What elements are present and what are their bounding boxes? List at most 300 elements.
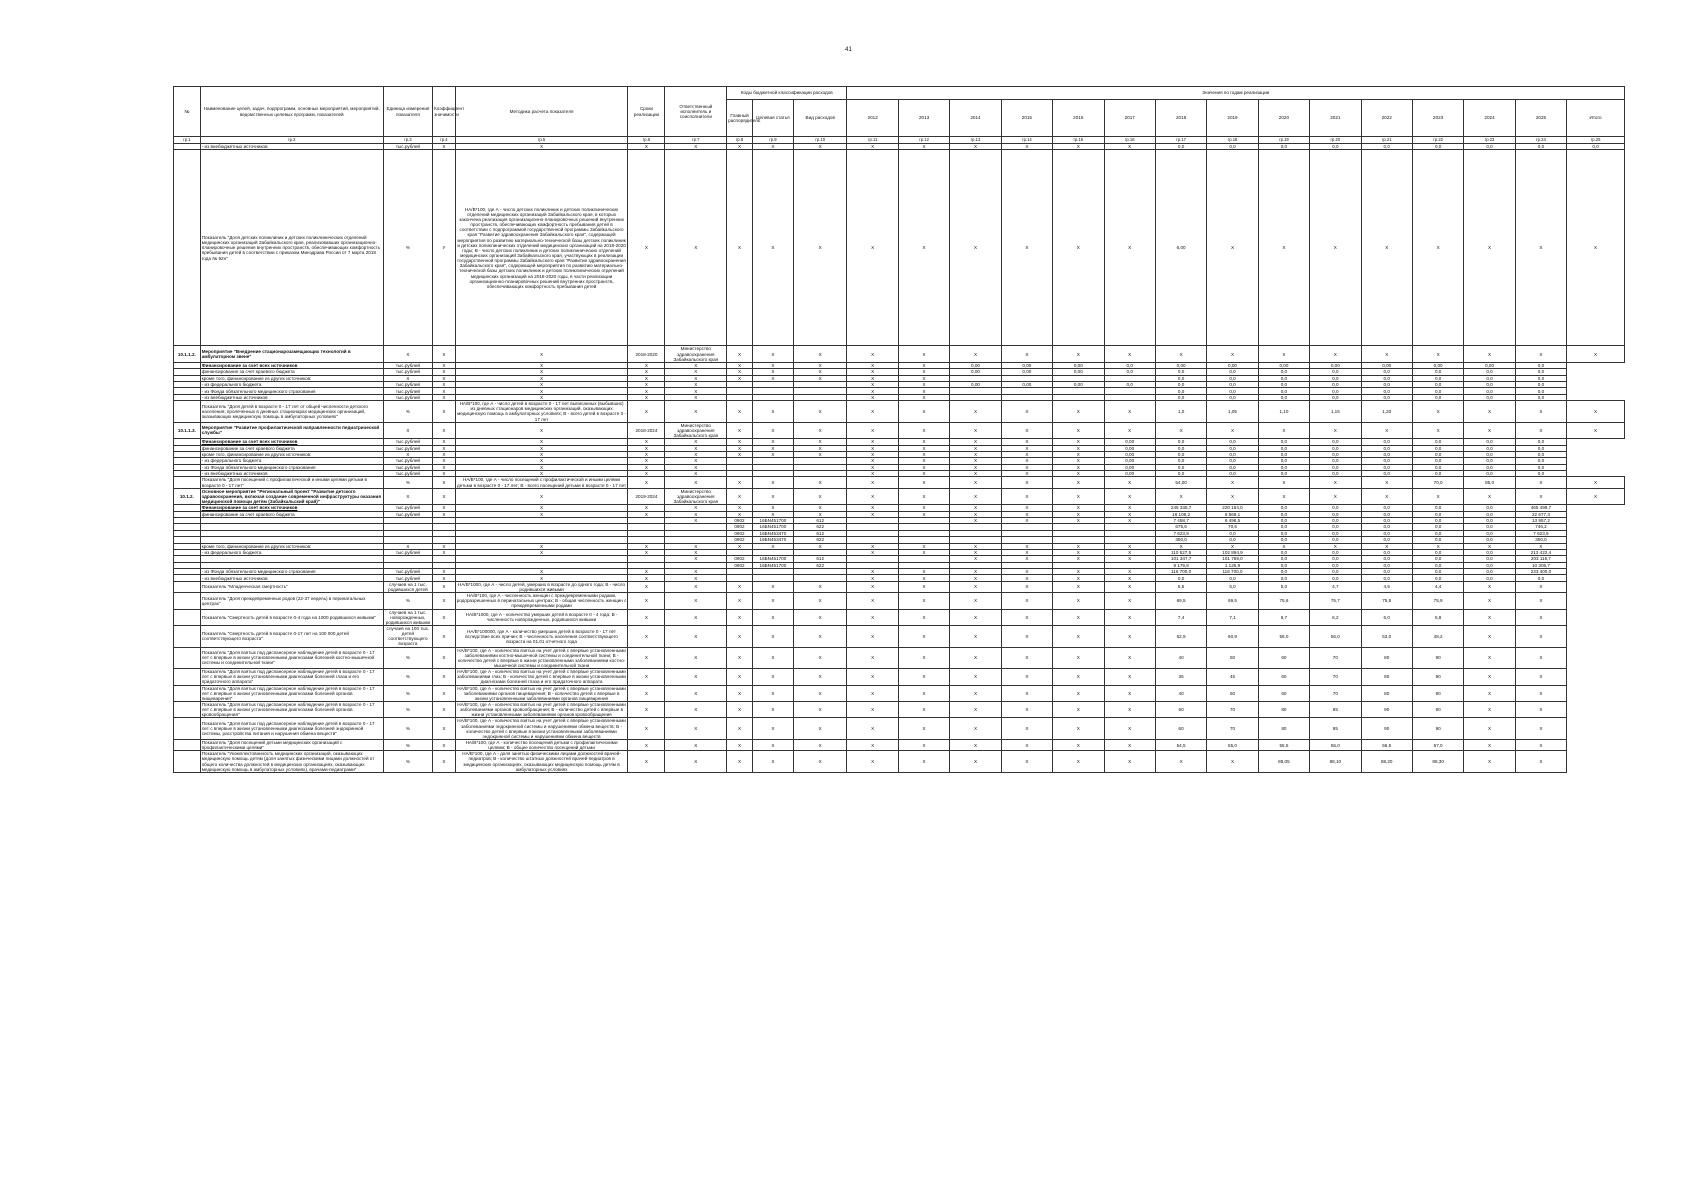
table-cell: 0,0 bbox=[1155, 144, 1206, 150]
table-cell: 612 bbox=[793, 517, 847, 523]
table-cell: Х bbox=[847, 739, 898, 750]
table-cell: Х bbox=[950, 144, 1001, 150]
table-cell: Х bbox=[1001, 751, 1052, 773]
table-cell: Х bbox=[950, 422, 1001, 438]
table-cell: Х bbox=[847, 581, 898, 592]
table-cell: Х bbox=[455, 381, 628, 387]
table-cell: Х bbox=[628, 511, 665, 517]
table-cell: Х bbox=[1310, 346, 1361, 362]
table-cell: Х bbox=[433, 451, 456, 457]
table-cell: Х bbox=[665, 477, 727, 488]
table-cell: 0,0 bbox=[1464, 471, 1515, 477]
table-cell: Х bbox=[898, 701, 949, 717]
table-cell: Х bbox=[1053, 439, 1104, 445]
table-cell: 101 769,0 bbox=[1207, 556, 1258, 562]
table-cell: Показатель "Доля посещений детьми медицинских организаций с профилактическими целями" bbox=[200, 739, 383, 750]
table-cell: 54,5 bbox=[1155, 739, 1206, 750]
table-cell: 0,0 bbox=[1361, 569, 1412, 575]
table-cell: 0,0 bbox=[1310, 556, 1361, 562]
table-cell: Х bbox=[1053, 451, 1104, 457]
table-row bbox=[174, 477, 1625, 488]
table-cell: Х bbox=[433, 511, 456, 517]
table-cell: Х bbox=[665, 451, 727, 457]
table-cell: 0,0 bbox=[1361, 537, 1412, 543]
table-cell: случаев на 100 тыс. детей соответствующего возраста bbox=[383, 626, 432, 648]
table-cell: % bbox=[383, 701, 432, 717]
table-cell: 5,0 bbox=[1207, 581, 1258, 592]
table-cell: Х bbox=[383, 346, 432, 362]
table-cell: 0,0 bbox=[1155, 464, 1206, 470]
table-cell: 85,0 bbox=[1464, 477, 1515, 488]
table-cell: % bbox=[383, 718, 432, 740]
table-cell: Х bbox=[1104, 517, 1155, 523]
table-cell: Финансирование за счет всех источников bbox=[200, 439, 383, 445]
header-values-group: Значения по годам реализации bbox=[847, 87, 1625, 100]
table-cell: Х bbox=[950, 575, 1001, 581]
table-cell: Х bbox=[433, 369, 456, 375]
table-cell: Х bbox=[665, 445, 727, 451]
table-cell: Х bbox=[628, 626, 665, 648]
table-cell: Х bbox=[727, 581, 753, 592]
table-cell: 0,0 bbox=[1361, 445, 1412, 451]
table-cell: Х bbox=[433, 569, 456, 575]
table-cell: Х bbox=[628, 369, 665, 375]
table-cell: Х bbox=[950, 401, 1001, 423]
header-year: 2014 bbox=[950, 100, 1001, 137]
table-cell bbox=[174, 739, 201, 750]
table-cell: 0,00 bbox=[1053, 362, 1104, 368]
table-cell: 0,0 bbox=[1464, 549, 1515, 555]
table-cell: Х bbox=[793, 445, 847, 451]
column-number: гр.24 bbox=[1515, 137, 1566, 144]
table-cell: Х bbox=[727, 626, 753, 648]
table-cell: 35 bbox=[1155, 669, 1206, 685]
table-cell: НА/В*100, где А - доля занятых физическими лицами должностей врачей-педиатров; В - количество штатных должностей врачей-педиатров в медицинских организациях, оказывающих медицинскую помощь детям в амбулаторных условиях bbox=[455, 751, 628, 773]
table-cell: Х bbox=[1053, 575, 1104, 581]
table-cell: Х bbox=[1464, 581, 1515, 592]
table-cell: Х bbox=[847, 401, 898, 423]
table-cell: Показатель "Доля взятых под диспансерное наблюдение детей в возрасте 0 - 17 лет с впервые в жизни установленными диагнозами болезней органов пищеварения" bbox=[200, 685, 383, 701]
table-cell: Х bbox=[433, 593, 456, 609]
table-cell: 0,0 bbox=[1412, 464, 1463, 470]
table-cell: 0,0 bbox=[1412, 381, 1463, 387]
table-cell: Х bbox=[752, 609, 793, 625]
header-year: 2024 bbox=[1464, 100, 1515, 137]
table-cell: Х bbox=[752, 505, 793, 511]
table-cell: 75,9 bbox=[1412, 593, 1463, 609]
table-cell: Х bbox=[1001, 685, 1052, 701]
table-cell: Х bbox=[793, 488, 847, 504]
table-cell: Х bbox=[1464, 669, 1515, 685]
table-cell: 16БN451700 bbox=[752, 517, 793, 523]
table-cell: Х bbox=[1053, 701, 1104, 717]
table-row bbox=[174, 609, 1625, 625]
table-cell: Х bbox=[1104, 150, 1155, 346]
table-cell: Х bbox=[1053, 609, 1104, 625]
table-cell: Х bbox=[433, 458, 456, 464]
table-cell: 233 400,0 bbox=[1515, 569, 1566, 575]
column-number: гр.19 bbox=[1258, 137, 1309, 144]
table-cell: Х bbox=[898, 144, 949, 150]
table-cell: Х bbox=[1412, 488, 1463, 504]
table-cell: 0,0 bbox=[1258, 511, 1309, 517]
header-term: Сроки реализации bbox=[628, 87, 665, 137]
table-cell: тыс.рублей bbox=[383, 394, 432, 400]
table-cell: 90 bbox=[1412, 701, 1463, 717]
table-cell: 0,0 bbox=[1207, 575, 1258, 581]
table-cell: Х bbox=[898, 375, 949, 381]
table-cell: 45 bbox=[1207, 669, 1258, 685]
table-cell: Х bbox=[847, 609, 898, 625]
table-cell: 0,0 bbox=[1258, 575, 1309, 581]
table-cell: Х bbox=[455, 458, 628, 464]
table-cell: Х bbox=[433, 381, 456, 387]
table-row bbox=[174, 422, 1625, 438]
table-cell: 85 bbox=[1310, 718, 1361, 740]
table-cell: Х bbox=[793, 477, 847, 488]
table-cell: Х bbox=[793, 375, 847, 381]
table-cell: Х bbox=[727, 647, 753, 669]
table-cell: 0,0 bbox=[1412, 575, 1463, 581]
table-cell: Х bbox=[1104, 609, 1155, 625]
table-cell: Х bbox=[455, 575, 628, 581]
table-cell: Х bbox=[793, 451, 847, 457]
table-cell: Х bbox=[665, 388, 727, 394]
table-cell: Х bbox=[1104, 669, 1155, 685]
table-cell: Х bbox=[950, 718, 1001, 740]
table-cell: 0,0 bbox=[1361, 505, 1412, 511]
table-cell: 0,0 bbox=[1361, 511, 1412, 517]
table-body bbox=[174, 144, 1625, 773]
table-cell: 220 164,0 bbox=[1207, 505, 1258, 511]
table-cell: 0,0 bbox=[1310, 369, 1361, 375]
table-cell bbox=[174, 751, 201, 773]
table-cell: Х bbox=[1104, 543, 1155, 549]
table-cell: Х bbox=[752, 451, 793, 457]
table-row bbox=[174, 739, 1625, 750]
table-cell: 0,0 bbox=[1464, 569, 1515, 575]
table-cell: Х bbox=[847, 451, 898, 457]
table-cell: 0,0 bbox=[1207, 471, 1258, 477]
table-cell: 465 499,7 bbox=[1515, 505, 1566, 511]
table-cell: Х bbox=[1515, 581, 1566, 592]
table-cell: Х bbox=[433, 477, 456, 488]
table-cell: Х bbox=[1053, 543, 1104, 549]
header-year: Итого bbox=[1567, 100, 1625, 137]
table-cell: 0,0 bbox=[1310, 569, 1361, 575]
table-cell: Х bbox=[847, 543, 898, 549]
table-cell: 0,0 bbox=[1361, 575, 1412, 581]
header-kbk-vr: Вид расходов bbox=[793, 100, 847, 137]
table-cell: Х bbox=[628, 375, 665, 381]
table-cell: Х bbox=[1310, 543, 1361, 549]
table-cell: Х bbox=[628, 593, 665, 609]
column-number: гр.3 bbox=[383, 137, 432, 144]
table-cell: 0,0 bbox=[1258, 369, 1309, 375]
table-cell: Х bbox=[628, 388, 665, 394]
table-cell: 54,00 bbox=[1155, 477, 1206, 488]
table-cell: Х bbox=[1155, 346, 1206, 362]
table-cell: 6,00 bbox=[1155, 150, 1206, 346]
table-cell: Х bbox=[665, 369, 727, 375]
table-cell: Х bbox=[628, 451, 665, 457]
table-cell: Х bbox=[898, 685, 949, 701]
table-cell: 0,0 bbox=[1412, 144, 1463, 150]
table-cell: 10.1.1.3. bbox=[174, 422, 201, 438]
table-cell: Х bbox=[950, 505, 1001, 511]
table-cell: 0,0 bbox=[1258, 451, 1309, 457]
table-cell: 0,0 bbox=[1515, 445, 1566, 451]
table-cell: Х bbox=[628, 718, 665, 740]
table-cell: Мероприятие "Развитие профилактической направленности педиатрической службы" bbox=[200, 422, 383, 438]
table-cell: Х bbox=[752, 647, 793, 669]
table-cell: 56,0 bbox=[1310, 739, 1361, 750]
table-cell: Х bbox=[1515, 401, 1566, 423]
table-cell: Х bbox=[665, 718, 727, 740]
table-cell: Министерство здравоохранения Забайкальского края bbox=[665, 488, 727, 504]
column-number: гр.17 bbox=[1155, 137, 1206, 144]
table-cell: 88,10 bbox=[1310, 751, 1361, 773]
table-cell: Х bbox=[898, 451, 949, 457]
table-cell: 4,4 bbox=[1412, 581, 1463, 592]
table-cell: Х bbox=[727, 543, 753, 549]
table-cell: Х bbox=[1001, 543, 1052, 549]
header-year: 2020 bbox=[1258, 100, 1309, 137]
table-cell: 7,1 bbox=[1207, 609, 1258, 625]
table-cell: Х bbox=[847, 511, 898, 517]
table-cell: Х bbox=[1310, 422, 1361, 438]
table-cell: 0,0 bbox=[1258, 505, 1309, 511]
table-cell: 245 335,7 bbox=[1155, 505, 1206, 511]
table-cell: Х bbox=[1104, 647, 1155, 669]
table-cell: Х bbox=[1053, 718, 1104, 740]
table-cell: 10.1.2. bbox=[174, 488, 201, 504]
table-cell: тыс.рублей bbox=[383, 569, 432, 575]
table-cell: Х bbox=[898, 626, 949, 648]
table-cell: Х bbox=[433, 388, 456, 394]
table-cell: Х bbox=[1053, 626, 1104, 648]
table-cell: Х bbox=[950, 346, 1001, 362]
table-cell: Х bbox=[1053, 751, 1104, 773]
table-cell: Х bbox=[950, 439, 1001, 445]
table-cell: Х bbox=[665, 381, 727, 387]
table-cell: Х bbox=[1464, 751, 1515, 773]
table-cell: Х bbox=[1104, 488, 1155, 504]
table-cell: НА/В*1000, где А - число детей, умерших в возрасте до одного года; В - число родившихся живыми bbox=[455, 581, 628, 592]
table-cell: Х bbox=[950, 751, 1001, 773]
table-cell: Х bbox=[1464, 422, 1515, 438]
table-cell: У bbox=[433, 150, 456, 346]
table-cell: Х bbox=[433, 488, 456, 504]
table-cell: Х bbox=[1001, 647, 1052, 669]
table-cell: Х bbox=[433, 464, 456, 470]
table-cell: 60 bbox=[1258, 669, 1309, 685]
table-row bbox=[174, 626, 1625, 648]
table-cell bbox=[174, 581, 201, 592]
table-cell: Х bbox=[1001, 346, 1052, 362]
table-cell: Х bbox=[665, 394, 727, 400]
table-cell: Х bbox=[1464, 488, 1515, 504]
table-cell: - из Фонда обязательного медицинского страхования bbox=[200, 388, 383, 394]
table-cell: Х bbox=[1053, 511, 1104, 517]
table-cell: 0,0 bbox=[1412, 517, 1463, 523]
table-cell: 0,0 bbox=[1207, 464, 1258, 470]
table-cell: Х bbox=[727, 609, 753, 625]
table-cell: Х bbox=[1207, 751, 1258, 773]
table-cell: Х bbox=[433, 422, 456, 438]
table-cell: Х bbox=[433, 375, 456, 381]
table-cell: НА/В*100, где А - количество взятых на учет детей с впервые установленными заболеваниями эндокринной системы и нарушениями обмена веществ; В - количество детей с впервые в жизни установленными заболеваниями эндокринной системы и нарушениями обмена веществ bbox=[455, 718, 628, 740]
table-cell: Х bbox=[383, 422, 432, 438]
table-cell: Х bbox=[752, 401, 793, 423]
table-cell: 0,0 bbox=[1412, 556, 1463, 562]
table-cell: Х bbox=[1053, 505, 1104, 511]
table-cell: Х bbox=[628, 581, 665, 592]
table-cell: 0,0 bbox=[1515, 394, 1566, 400]
table-cell: 0,0 bbox=[1361, 464, 1412, 470]
table-cell: 0,0 bbox=[1258, 562, 1309, 568]
table-cell: 60 bbox=[1155, 701, 1206, 717]
table-cell: 213 422,4 bbox=[1515, 549, 1566, 555]
column-number: гр.13 bbox=[950, 137, 1001, 144]
table-cell: Х bbox=[727, 445, 753, 451]
program-indicators-table bbox=[173, 86, 1625, 773]
table-cell: 0,0 bbox=[1464, 439, 1515, 445]
table-cell: 0902 bbox=[727, 524, 753, 530]
table-cell: 0,0 bbox=[1207, 388, 1258, 394]
table-cell: Х bbox=[628, 401, 665, 423]
table-cell: Показатель "Доля детей в возрасте 0 - 17 лет от общей численности детского населения, пролеченных в дневных стационарах медицинских организаций, оказывающих медицинскую помощь в амбулаторных условиях" bbox=[200, 401, 383, 423]
table-cell: 622 bbox=[793, 537, 847, 543]
table-cell: Х bbox=[793, 543, 847, 549]
table-cell: Х bbox=[1053, 581, 1104, 592]
table-cell: Х bbox=[847, 375, 898, 381]
table-cell: Х bbox=[1567, 401, 1625, 423]
table-cell: Х bbox=[950, 511, 1001, 517]
table-cell: Показатель "Доля взятых под диспансерное наблюдение детей в возрасте 0 - 17 лет с впервые в жизни установленными диагнозами болезней органов кровообращения" bbox=[200, 701, 383, 717]
table-cell: Х bbox=[665, 556, 727, 562]
table-cell: Х bbox=[727, 685, 753, 701]
table-cell: Показатель "Смертность детей в возрасте 0-17 лет на 100 000 детей соответствующего возраста" bbox=[200, 626, 383, 648]
table-cell: 75,8 bbox=[1361, 593, 1412, 609]
table-cell: НА/В*100000, где А - количество умерших детей в возрасте 0 - 17 лет вследствие всех причин; В - численность населения соответствующего возраста на 01.01 отчетного года bbox=[455, 626, 628, 648]
table-cell: Х bbox=[1001, 445, 1052, 451]
table-cell: Х bbox=[1053, 739, 1104, 750]
table-cell: 5,5 bbox=[1155, 581, 1206, 592]
table-cell: 0,0 bbox=[1104, 362, 1155, 368]
table-cell: тыс.рублей bbox=[383, 505, 432, 511]
table-cell: 0,0 bbox=[1361, 451, 1412, 457]
table-cell: Х bbox=[1258, 488, 1309, 504]
table-cell: 60,9 bbox=[1207, 626, 1258, 648]
table-cell: Х bbox=[1412, 150, 1463, 346]
table-cell: Х bbox=[433, 718, 456, 740]
table-cell: 0,0 bbox=[1155, 439, 1206, 445]
table-cell: 0,00 bbox=[950, 362, 1001, 368]
table-cell: 0,0 bbox=[1207, 381, 1258, 387]
table-cell: Х bbox=[752, 593, 793, 609]
table-cell: Х bbox=[898, 369, 949, 375]
table-row bbox=[174, 718, 1625, 740]
column-number: гр.18 bbox=[1207, 137, 1258, 144]
table-cell: Х bbox=[1001, 739, 1052, 750]
table-cell: Х bbox=[665, 511, 727, 517]
table-cell: Х bbox=[793, 669, 847, 685]
table-cell: 58,0 bbox=[1258, 626, 1309, 648]
table-cell: Х bbox=[752, 685, 793, 701]
table-cell: Х bbox=[455, 346, 628, 362]
table-cell: 0,0 bbox=[1207, 451, 1258, 457]
table-cell: 50 bbox=[1207, 685, 1258, 701]
table-cell: Х bbox=[1053, 556, 1104, 562]
table-cell: Х bbox=[950, 647, 1001, 669]
table-cell: Х bbox=[793, 626, 847, 648]
table-cell: Х bbox=[1515, 669, 1566, 685]
table-cell: 6,7 bbox=[1258, 609, 1309, 625]
table-cell: Х bbox=[1104, 477, 1155, 488]
table-cell: Х bbox=[1001, 549, 1052, 555]
table-cell: 0,0 bbox=[1155, 471, 1206, 477]
table-cell: Х bbox=[1155, 488, 1206, 504]
table-cell: Х bbox=[1053, 593, 1104, 609]
table-cell: 0,0 bbox=[1155, 575, 1206, 581]
table-cell: Финансирование за счет всех источников bbox=[200, 505, 383, 511]
table-cell: 0,0 bbox=[1464, 445, 1515, 451]
table-cell: 0,0 bbox=[1155, 375, 1206, 381]
table-cell: Х bbox=[433, 751, 456, 773]
table-cell: - из внебюджетных источников bbox=[200, 471, 383, 477]
table-cell: 1,15 bbox=[1310, 401, 1361, 423]
table-cell: Х bbox=[628, 439, 665, 445]
table-cell: % bbox=[383, 685, 432, 701]
table-cell: 0,0 bbox=[1412, 549, 1463, 555]
table-cell: НА/В*100, где А - количество посещений детьми с профилактическими целями; В - общее количество посещений детьми bbox=[455, 739, 628, 750]
table-cell: 22 677,3 bbox=[1515, 511, 1566, 517]
table-cell: Х bbox=[1258, 543, 1309, 549]
table-cell: 50 bbox=[1207, 647, 1258, 669]
table-cell: Х bbox=[1515, 422, 1566, 438]
table-cell: Х bbox=[433, 144, 456, 150]
table-cell: 0,0 bbox=[1464, 556, 1515, 562]
table-cell: Х bbox=[455, 511, 628, 517]
table-cell: Х bbox=[898, 549, 949, 555]
table-cell: Х bbox=[1258, 422, 1309, 438]
table-cell: Х bbox=[1001, 556, 1052, 562]
table-row bbox=[174, 401, 1625, 423]
table-cell: Показатель "Доля взятых под диспансерное наблюдение детей в возрасте 0 - 17 лет с впервые в жизни установленными диагнозами болезней эндокринной системы, расстройства питания и нарушения обмена веществ" bbox=[200, 718, 383, 740]
table-cell: Х bbox=[628, 647, 665, 669]
table-cell: Х bbox=[898, 647, 949, 669]
table-cell: 0,0 bbox=[1412, 562, 1463, 568]
header-year: 2012 bbox=[847, 100, 898, 137]
table-cell: Х bbox=[433, 445, 456, 451]
table-cell: Х bbox=[898, 445, 949, 451]
table-cell: - из внебюджетных источников bbox=[200, 144, 383, 150]
table-cell: НА/В*100, где А - количество взятых на учет детей с впервые установленными заболеваниями костно-мышечной системы и соединительной ткани; В - количество детей с впервые в жизни установленными заболеваниями костно-мышечной системы и соединительной ткани bbox=[455, 647, 628, 669]
table-cell: Х bbox=[727, 669, 753, 685]
table-row bbox=[174, 593, 1625, 609]
table-cell: 70,0 bbox=[1412, 477, 1463, 488]
table-cell: Х bbox=[665, 593, 727, 609]
table-cell: Х bbox=[847, 458, 898, 464]
table-cell: 0,0 bbox=[1104, 381, 1155, 387]
table-cell: 0,0 bbox=[1412, 375, 1463, 381]
table-cell: Х bbox=[1001, 439, 1052, 445]
table-cell: 60 bbox=[1258, 647, 1309, 669]
table-cell: Х bbox=[1515, 609, 1566, 625]
table-cell: 0,0 bbox=[1361, 530, 1412, 536]
table-cell: Х bbox=[1001, 575, 1052, 581]
